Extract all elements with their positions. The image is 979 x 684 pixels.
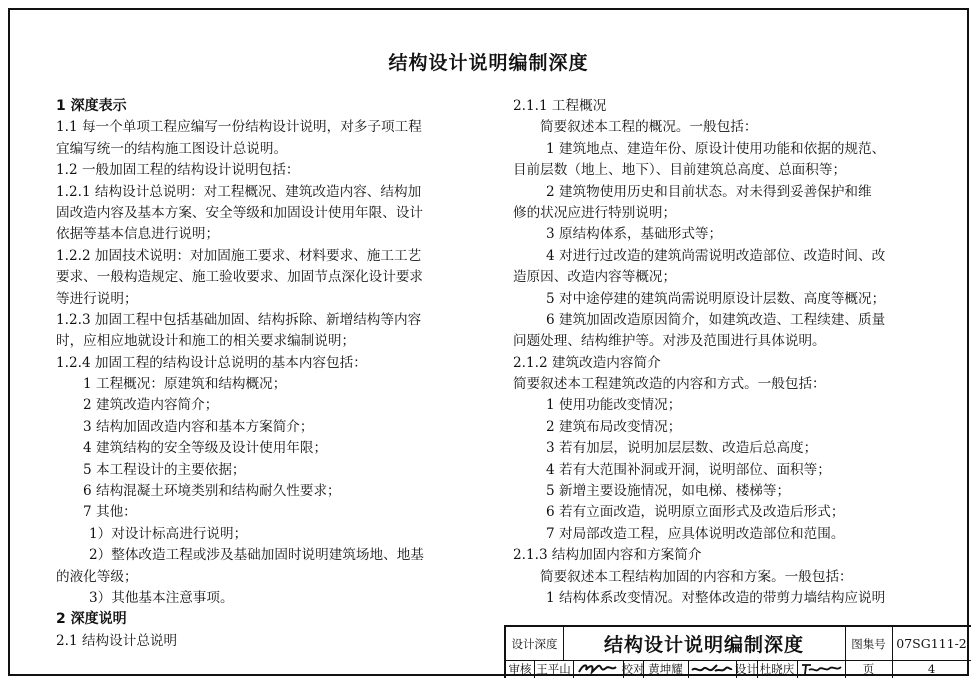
text-line: 5 本工程设计的主要依据； [83,461,246,478]
text-line: 4 建筑结构的安全等级及设计使用年限； [83,440,328,457]
section-heading: 1 深度表示 [56,98,127,114]
text-line: 6 若有立面改造，说明原立面形式及改造后形式； [546,504,845,521]
text-line: 2.1.2 建筑改造内容简介 [513,354,661,371]
text-line: 3 结构加固改造内容和基本方案简介； [83,418,314,435]
text-line: 2.1.1 工程概况 [513,98,607,114]
text-line: 固改造内容及基本方案、安全等级和加固设计使用年限、设计 [56,204,424,221]
checker-signature [688,660,736,678]
section-heading: 2 深度说明 [56,611,127,628]
designer-signature [797,660,845,678]
text-line: 5 新增主要设施情况，如电梯、楼梯等； [546,483,791,500]
right-column [513,96,935,609]
page-label: 页 [862,662,875,676]
text-line: 的液化等级； [56,568,138,585]
text-line: 3 原结构体系，基础形式等； [546,226,723,243]
checker-name: 黄坤耀 [648,662,683,676]
text-line: 4 若有大范围补洞或开洞，说明部位、面积等； [546,461,831,478]
atlas-number: 07SG111-2 [896,636,967,651]
text-line: 问题处理、结构维护等。对涉及范围进行具体说明。 [513,333,826,350]
text-line: 2 建筑物使用历史和目前状态。对未得到妥善保护和维 [546,183,872,200]
text-line: 5 对中途停建的建筑尚需说明原设计层数、高度等概况； [546,290,886,307]
text-line: 简要叙述本工程结构加固的内容和方案。一般包括： [540,568,853,585]
text-line: 造原因、改造内容等概况； [513,269,677,286]
text-line: 2）整体改造工程或涉及基础加固时说明建筑场地、地基 [89,547,424,564]
category-label: 设计深度 [511,636,558,651]
text-line: 1 结构体系改变情况。对整体改造的带剪力墙结构应说明 [546,589,886,606]
text-line: 1 建筑地点、建造年份、原设计使用功能和依据的规范、 [546,140,886,157]
designer-name: 杜晓庆 [759,662,795,676]
text-line: 等进行说明； [56,290,138,307]
text-line: 2.1 结构设计总说明 [56,632,178,649]
title-block-title: 结构设计说明编制深度 [603,634,804,656]
text-line: 简要叙述本工程建筑改造的内容和方式。一般包括： [513,376,826,393]
text-line: 简要叙述本工程的概况。一般包括： [540,119,758,136]
text-line: 7 其他： [83,504,137,521]
text-line: 1 工程概况：原建筑和结构概况； [83,376,287,393]
check-label: 校对 [621,662,645,676]
text-line: 1.2.3 加固工程中包括基础加固、结构拆除、新增结构等内容 [56,311,422,328]
text-line: 6 结构混凝土环境类别和结构耐久性要求； [83,483,341,500]
text-line: 3 若有加层，说明加层层数、改造后总高度； [546,440,818,457]
text-line: 4 对进行过改造的建筑尚需说明改造部位、改造时间、改 [546,247,886,264]
text-line: 1.2 一般加固工程的结构设计说明包括： [56,162,300,179]
text-line: 3）其他基本注意事项。 [89,589,234,606]
text-line: 6 建筑加固改造原因简介，如建筑改造、工程续建、质量 [546,311,886,328]
text-line: 宜编写统一的结构施工图设计总说明。 [56,140,288,157]
left-column [56,96,481,652]
text-line: 2 建筑改造内容简介； [83,397,219,414]
page-title: 结构设计说明编制深度 [388,52,589,74]
text-line: 目前层数（地上、地下）、目前建筑总高度、总面积等； [513,162,847,179]
reviewer-name: 王平山 [536,662,571,676]
reviewer-signature [573,660,623,678]
drawing-sheet [8,8,969,676]
text-line: 1.1 每一个单项工程应编写一份结构设计说明，对多子项工程 [56,119,422,136]
text-line: 2 建筑布局改变情况； [546,418,682,435]
text-line: 1.2.2 加固技术说明：对加固施工要求、材料要求、施工工艺 [56,247,422,264]
text-line: 修的状况应进行特别说明； [513,204,677,221]
text-line: 1 使用功能改变情况； [546,397,682,414]
text-line: 1.2.4 加固工程的结构设计总说明的基本内容包括： [56,354,367,371]
page-number: 4 [927,662,936,676]
text-line: 依据等基本信息进行说明； [56,226,220,243]
text-line: 2.1.3 结构加固内容和方案简介 [513,547,702,564]
text-line: 时，应相应地就设计和施工的相关要求编制说明； [56,333,356,350]
text-line: 1.2.1 结构设计总说明：对工程概况、建筑改造内容、结构加 [56,183,422,200]
design-label: 设计 [735,662,758,676]
text-line: 要求、一般构造规定、施工验收要求、加固节点深化设计要求 [56,269,424,286]
atlas-number-label: 图集号 [851,636,886,651]
text-line: 1）对设计标高进行说明； [89,525,248,542]
text-line: 7 对局部改造工程，应具体说明改造部位和范围。 [546,525,845,542]
review-label: 审核 [508,662,532,676]
title-block [504,625,971,678]
